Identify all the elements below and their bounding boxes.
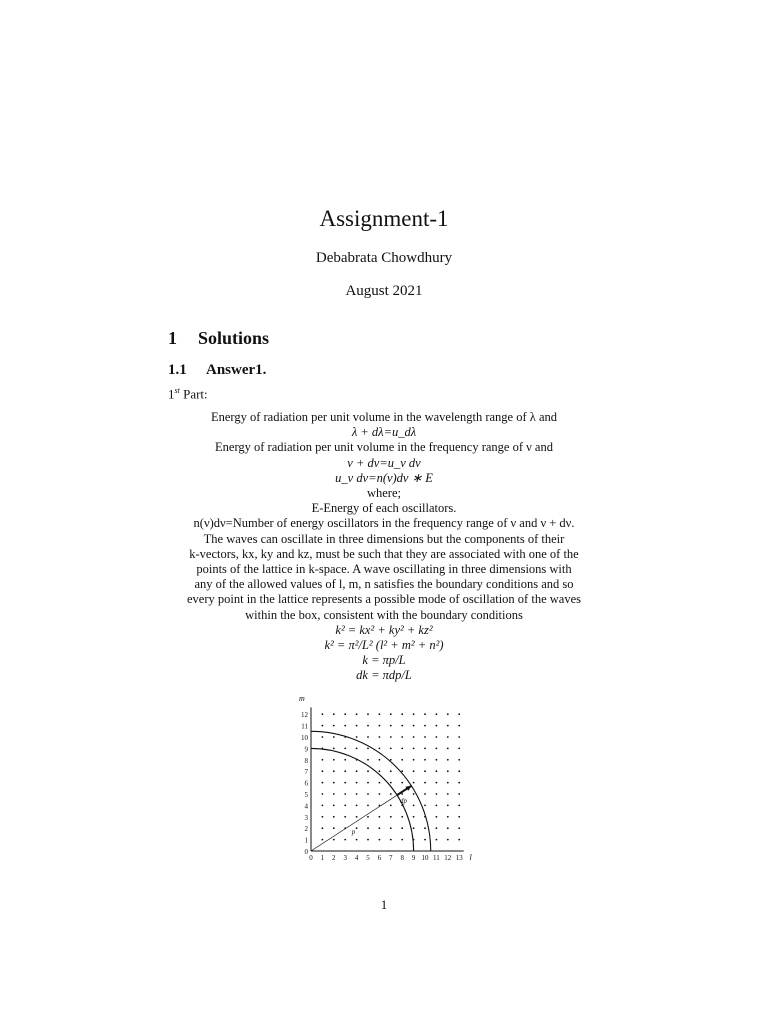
lattice-figure: [292, 694, 482, 864]
lattice-point: [447, 736, 449, 738]
lattice-point: [436, 827, 438, 829]
document-date: August 2021: [345, 283, 423, 299]
lattice-point: [356, 725, 358, 727]
lattice-point: [367, 816, 369, 818]
subsection-heading: [168, 362, 266, 379]
lattice-point: [379, 725, 381, 727]
lattice-point: [356, 793, 358, 795]
lattice-point: [436, 793, 438, 795]
equation-k-squared-lmn: k² = π²/L² (l² + m² + n²): [324, 638, 444, 653]
x-tick-label: 6: [377, 854, 382, 862]
lattice-point: [447, 713, 449, 715]
lattice-point: [333, 827, 335, 829]
body-line: every point in the lattice represents a possible mode of oscillation of the waves: [187, 592, 581, 607]
lattice-point: [413, 805, 415, 807]
lattice-point: [379, 839, 381, 841]
author-name: Debabrata Chowdhury: [315, 250, 453, 266]
lattice-point: [367, 793, 369, 795]
lattice-point: [401, 827, 403, 829]
lattice-point: [447, 782, 449, 784]
subsection-number: 1.1: [168, 362, 187, 378]
lattice-point: [458, 805, 460, 807]
lattice-point: [379, 748, 381, 750]
x-tick-label: 1: [320, 854, 325, 862]
lattice-point: [367, 725, 369, 727]
y-tick-label: 12: [301, 711, 308, 720]
lattice-point: [436, 759, 438, 761]
lattice-point: [424, 805, 426, 807]
lattice-point: [401, 770, 403, 772]
lattice-point: [436, 770, 438, 772]
lattice-point: [447, 793, 449, 795]
lattice-point: [458, 839, 460, 841]
body-line: ν + dν=u_ν dν: [347, 455, 421, 470]
y-tick-label: 10: [301, 734, 308, 742]
lattice-point: [356, 782, 358, 784]
lattice-point: [367, 748, 369, 750]
page-number: 1: [380, 897, 388, 912]
body-text: [168, 410, 600, 684]
lattice-point: [447, 748, 449, 750]
x-tick-label: 11: [433, 854, 440, 862]
lattice-point: [356, 816, 358, 818]
lattice-point: [379, 793, 381, 795]
subsection-title: Answer1.: [206, 362, 267, 378]
dp-annotation: dp: [400, 797, 408, 806]
equation-k-squared: k² = kx² + ky² + kz²: [335, 622, 433, 637]
y-tick-label: 2: [304, 825, 308, 834]
lattice-point: [322, 839, 324, 841]
lattice-point: [379, 827, 381, 829]
lattice-point: [344, 805, 346, 807]
lattice-point: [344, 839, 346, 841]
lattice-point: [322, 736, 324, 738]
part-label: [168, 386, 208, 402]
lattice-point: [458, 736, 460, 738]
lattice-point: [322, 805, 324, 807]
lattice-point: [356, 839, 358, 841]
lattice-point: [333, 725, 335, 727]
lattice-point: [436, 736, 438, 738]
lattice-point: [447, 725, 449, 727]
body-line: where;: [366, 486, 401, 501]
lattice-point: [401, 713, 403, 715]
lattice-point: [413, 713, 415, 715]
lattice-point: [413, 725, 415, 727]
body-line: λ + dλ=u_dλ: [351, 425, 417, 440]
lattice-point: [447, 827, 449, 829]
body-line: Energy of radiation per unit volume in the wavelength range of λ and: [210, 410, 557, 424]
lattice-point: [413, 748, 415, 750]
outer-arc: [311, 731, 431, 851]
lattice-point: [401, 816, 403, 818]
lattice-point: [367, 770, 369, 772]
lattice-point: [379, 782, 381, 784]
lattice-point: [356, 770, 358, 772]
lattice-point: [344, 725, 346, 727]
y-axis-label: m: [299, 694, 305, 703]
section-number: 1: [168, 328, 177, 348]
lattice-point: [333, 793, 335, 795]
lattice-point: [436, 725, 438, 727]
x-tick-label: 12: [444, 854, 452, 862]
lattice-point: [390, 736, 392, 738]
lattice-point: [413, 793, 415, 795]
body-line: any of the allowed values of l, m, n satisfies the boundary conditions and so: [194, 577, 574, 592]
lattice-point: [367, 827, 369, 829]
section-title: Solutions: [198, 328, 270, 348]
lattice-point: [379, 816, 381, 818]
lattice-point: [322, 713, 324, 715]
lattice-point: [447, 805, 449, 807]
lattice-point: [322, 770, 324, 772]
lattice-point: [424, 736, 426, 738]
lattice-point: [424, 839, 426, 841]
lattice-point: [458, 713, 460, 715]
y-tick-label: 11: [301, 722, 308, 731]
lattice-point: [447, 759, 449, 761]
section-heading: [168, 328, 269, 349]
lattice-point: [390, 827, 392, 829]
lattice-point: [356, 805, 358, 807]
lattice-point: [379, 736, 381, 738]
lattice-point: [367, 782, 369, 784]
lattice-point: [333, 713, 335, 715]
x-tick-label: 3: [343, 854, 347, 862]
lattice-point: [458, 816, 460, 818]
lattice-point: [356, 736, 358, 738]
lattice-point: [333, 770, 335, 772]
part-rest: Part:: [179, 386, 208, 402]
lattice-point: [333, 839, 335, 841]
x-tick-label: 2: [332, 854, 336, 862]
lattice-point: [367, 805, 369, 807]
x-tick-label: 13: [455, 854, 463, 862]
lattice-point: [322, 816, 324, 818]
lattice-point: [390, 839, 392, 841]
lattice-point: [333, 759, 335, 761]
lattice-point: [344, 748, 346, 750]
lattice-point: [356, 827, 358, 829]
y-tick-label: 6: [304, 779, 308, 788]
x-tick-label: 7: [389, 854, 393, 862]
y-tick-label: 8: [304, 756, 308, 765]
lattice-point: [424, 770, 426, 772]
lattice-point: [436, 713, 438, 715]
lattice-point: [333, 816, 335, 818]
x-axis-label: l: [469, 853, 472, 862]
y-tick-label: 9: [304, 745, 308, 754]
lattice-point: [436, 839, 438, 841]
body-line: points of the lattice in k-space. A wave oscillating in three dimensions with: [196, 562, 572, 577]
lattice-point: [344, 713, 346, 715]
x-tick-label: 8: [400, 854, 404, 862]
y-tick-label: 3: [304, 813, 308, 822]
lattice-point: [367, 736, 369, 738]
lattice-point: [344, 759, 346, 761]
lattice-point: [344, 816, 346, 818]
lattice-point: [401, 782, 403, 784]
body-line: n(ν)dν=Number of energy oscillators in the frequency range of ν and ν + dν.: [193, 516, 575, 531]
lattice-point: [379, 759, 381, 761]
lattice-point: [424, 725, 426, 727]
lattice-point: [390, 805, 392, 807]
lattice-point: [436, 816, 438, 818]
lattice-point: [390, 782, 392, 784]
lattice-point: [413, 736, 415, 738]
body-line: k-vectors, kx, ky and kz, must be such that they are associated with one of the: [189, 546, 579, 561]
y-tick-label: 0: [304, 848, 308, 856]
lattice-point: [458, 827, 460, 829]
lattice-point: [344, 770, 346, 772]
lattice-point: [447, 770, 449, 772]
body-line: within the box, consistent with the boundary conditions: [245, 607, 523, 622]
lattice-point: [413, 816, 415, 818]
part-base: 1: [168, 386, 175, 402]
lattice-point: [367, 713, 369, 715]
lattice-point: [333, 748, 335, 750]
lattice-point: [367, 759, 369, 761]
lattice-point: [344, 782, 346, 784]
lattice-point: [447, 839, 449, 841]
lattice-point: [458, 759, 460, 761]
lattice-point: [458, 770, 460, 772]
lattice-point: [390, 759, 392, 761]
x-tick-label: 0: [309, 854, 313, 862]
x-tick-label: 4: [354, 854, 359, 862]
lattice-point: [390, 793, 392, 795]
lattice-point: [356, 713, 358, 715]
x-tick-label: 5: [366, 854, 370, 862]
lattice-point: [379, 770, 381, 772]
lattice-point: [458, 793, 460, 795]
lattice-point: [458, 782, 460, 784]
lattice-point: [322, 793, 324, 795]
lattice-point: [413, 759, 415, 761]
lattice-point: [390, 725, 392, 727]
lattice-point: [424, 793, 426, 795]
lattice-point: [413, 827, 415, 829]
body-line: The waves can oscillate in three dimensions but the components of their: [203, 531, 565, 546]
lattice-point: [367, 839, 369, 841]
lattice-point: [424, 759, 426, 761]
x-tick-label: 10: [421, 854, 429, 862]
lattice-point: [322, 782, 324, 784]
lattice-point: [436, 805, 438, 807]
lattice-point: [447, 816, 449, 818]
lattice-point: [424, 748, 426, 750]
inner-arc: [311, 748, 414, 851]
lattice-point: [379, 713, 381, 715]
lattice-point: [401, 736, 403, 738]
y-tick-label: 7: [304, 768, 308, 777]
lattice-point: [458, 725, 460, 727]
lattice-point: [413, 770, 415, 772]
body-line: E-Energy of each oscillators.: [311, 501, 457, 516]
body-line: u_ν dν=n(ν)dν ∗ E: [335, 470, 433, 485]
lattice-point: [390, 748, 392, 750]
y-tick-label: 5: [304, 791, 308, 799]
lattice-point: [401, 725, 403, 727]
lattice-point: [333, 782, 335, 784]
lattice-point: [322, 827, 324, 829]
lattice-point: [401, 759, 403, 761]
lattice-point: [424, 782, 426, 784]
equation-dk: dk = πdp/L: [356, 668, 412, 683]
equation-k: k = πp/L: [362, 653, 406, 668]
lattice-point: [424, 713, 426, 715]
lattice-point: [424, 827, 426, 829]
body-line: Energy of radiation per unit volume in the frequency range of ν and: [215, 440, 553, 455]
lattice-point: [401, 748, 403, 750]
lattice-point: [436, 748, 438, 750]
lattice-point: [390, 770, 392, 772]
lattice-point: [333, 736, 335, 738]
lattice-point: [322, 725, 324, 727]
y-tick-label: 1: [304, 836, 308, 845]
lattice-point: [436, 782, 438, 784]
lattice-point: [344, 793, 346, 795]
p-annotation: p: [351, 827, 356, 836]
lattice-point: [401, 839, 403, 841]
lattice-point: [356, 748, 358, 750]
lattice-point: [333, 805, 335, 807]
lattice-point: [458, 748, 460, 750]
lattice-point: [322, 759, 324, 761]
lattice-point: [390, 713, 392, 715]
lattice-point: [390, 816, 392, 818]
part-sup: st: [174, 386, 180, 395]
lattice-point: [413, 782, 415, 784]
x-tick-label: 9: [411, 854, 416, 862]
radius-p: [311, 795, 397, 851]
y-tick-label: 4: [304, 802, 308, 811]
document-title: Assignment-1: [319, 206, 449, 231]
